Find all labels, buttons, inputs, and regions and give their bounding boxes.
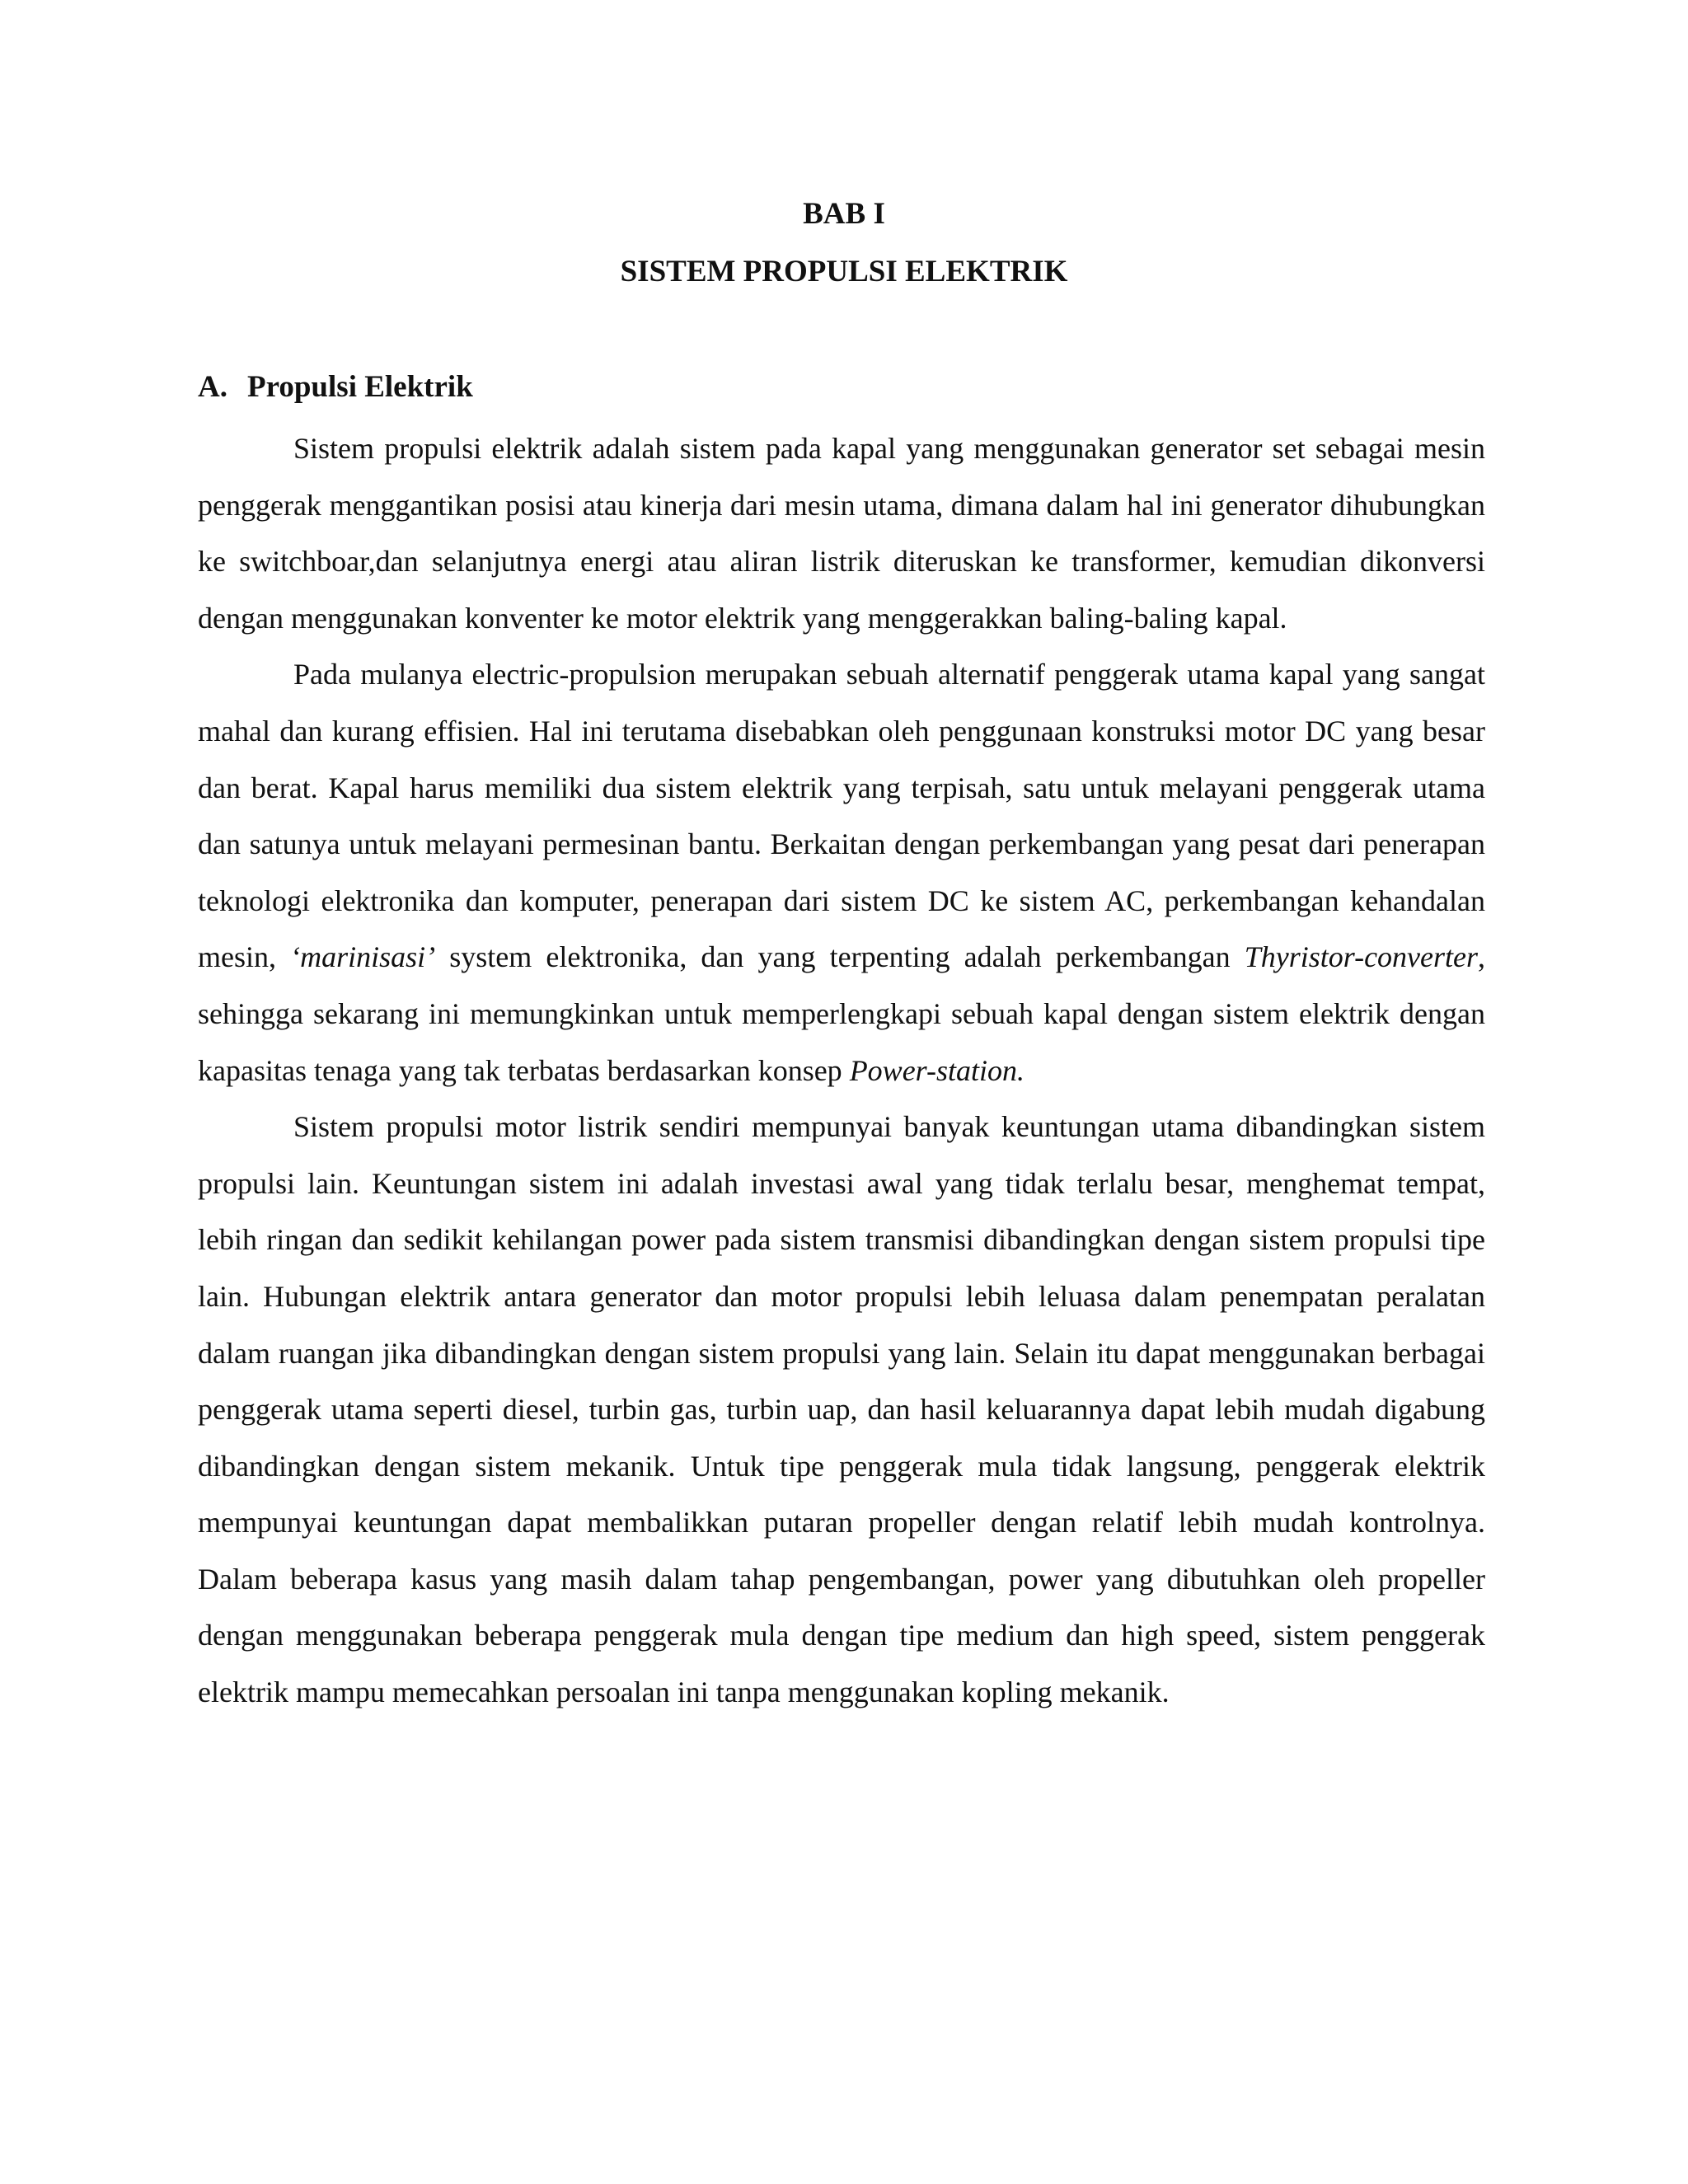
paragraph-2-italic-thyristor: Thyristor-converter bbox=[1244, 940, 1479, 974]
chapter-number: BAB I bbox=[803, 197, 885, 231]
paragraph-1: Sistem propulsi elektrik adalah sistem pada kapal yang menggunakan generator set sebagai mesin penggerak menggantikan posisi atau kinerja dari mesin utama, dimana dalam hal ini generator dihubungkan ke switchboar,dan selanjutnya energi atau aliran listrik diteruskan ke transformer, kemudian dikonversi dengan menggunakan konventer ke motor elektrik yang menggerakkan baling-baling kapal. bbox=[198, 432, 1485, 635]
section-heading bbox=[198, 368, 473, 407]
paragraph-2 bbox=[198, 646, 1485, 1099]
chapter-title: SISTEM PROPULSI ELEKTRIK bbox=[620, 255, 1068, 288]
paragraph-2-text-e: , sehingga sekarang ini memungkinkan untuk memperlengkapi sebuah kapal dengan sistem elektrik dengan kapasitas tenaga yang tak terbatas berdasarkan konsep bbox=[198, 940, 1486, 1087]
body-text bbox=[198, 420, 1485, 1721]
paragraph-2-italic-power-station: Power-station. bbox=[849, 1053, 1025, 1087]
section-letter: A. bbox=[198, 370, 227, 404]
paragraph-2-text-c: system elektronika, dan yang terpenting adalah perkembangan bbox=[449, 940, 1231, 974]
paragraph-2-italic-marinisasi: ‘marinisasi’ bbox=[290, 940, 436, 974]
section-title: Propulsi Elektrik bbox=[247, 370, 473, 404]
paragraph-2-text-a: Pada mulanya electric-propulsion merupakan sebuah alternatif penggerak utama kapal yang sangat mahal dan kurang effisien. Hal ini terutama disebabkan oleh penggunaan konstruksi motor DC yang besar dan berat. Kapal harus memiliki dua sistem elektrik yang terpisah, satu untuk melayani penggerak utama dan satunya untuk melayani permesinan bantu. Berkaitan dengan perkembangan yang pesat dari penerapan teknologi elektronika dan komputer, penerapan dari sistem DC ke sistem AC, perkembangan kehandalan mesin, bbox=[198, 658, 1485, 974]
paragraph-3: Sistem propulsi motor listrik sendiri mempunyai banyak keuntungan utama dibandingkan sistem propulsi lain. Keuntungan sistem ini adalah investasi awal yang tidak terlalu besar, menghemat tempat, lebih ringan dan sedikit kehilangan power pada sistem transmisi dibandingkan dengan sistem propulsi tipe lain. Hubungan elektrik antara generator dan motor propulsi lebih leluasa dalam penempatan peralatan dalam ruangan jika dibandingkan dengan sistem propulsi yang lain. Selain itu dapat menggunakan berbagai penggerak utama seperti diesel, turbin gas, turbin uap, dan hasil keluarannya dapat lebih mudah digabung dibandingkan dengan sistem mekanik. Untuk tipe penggerak mula tidak langsung, penggerak elektrik mempunyai keuntungan dapat membalikkan putaran propeller dengan relatif lebih mudah kontrolnya. Dalam beberapa kasus yang masih dalam tahap pengembangan, power yang dibutuhkan oleh propeller dengan menggunakan beberapa penggerak mula dengan tipe medium dan high speed, sistem penggerak elektrik mampu memecahkan persoalan ini tanpa menggunakan kopling mekanik. bbox=[198, 1110, 1485, 1709]
